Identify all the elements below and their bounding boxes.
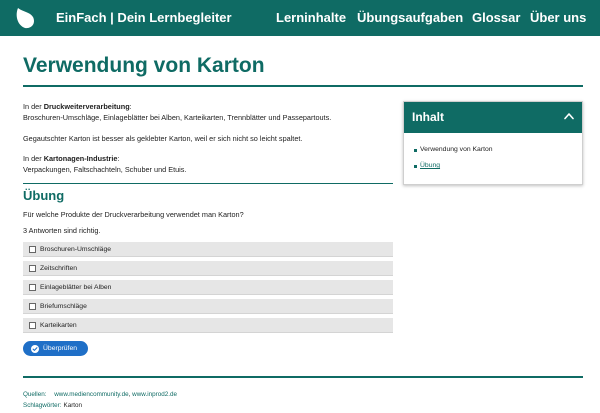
nav-uebungsaufgaben[interactable]: Übungsaufgaben <box>357 10 464 25</box>
toc-item-verwendung[interactable] <box>414 146 493 153</box>
answer-option-5[interactable] <box>23 318 393 333</box>
source-link-mediencommunity[interactable]: www.mediencommunity.de <box>54 391 129 398</box>
paragraph-suffix: : <box>129 102 132 111</box>
paragraph-prefix: In der <box>23 154 44 163</box>
answer-label: Karteikarten <box>40 321 77 329</box>
term-druckweiterverarbeitung: Druckweiterverarbeitung <box>43 102 130 111</box>
nav-ueber-uns[interactable]: Über uns <box>530 10 587 25</box>
exercise-hint: 3 Antworten sind richtig. <box>23 226 101 235</box>
top-navigation-bar <box>0 0 600 36</box>
paragraph-prefix: In der <box>23 102 44 111</box>
paragraph-kartonagen-industrie <box>23 153 186 175</box>
answer-checkbox[interactable] <box>29 265 36 272</box>
exercise-divider <box>23 183 393 184</box>
answer-checkbox[interactable] <box>29 246 36 253</box>
title-divider <box>23 85 583 87</box>
paragraph-druckweiterverarbeitung <box>23 101 331 123</box>
exercise-title: Übung <box>23 188 65 203</box>
toc-title: Inhalt <box>412 110 444 124</box>
answer-label: Einlageblätter bei Alben <box>40 283 112 291</box>
nav-lerninhalte[interactable]: Lerninhalte <box>276 10 347 25</box>
answer-label: Zeitschriften <box>40 264 78 272</box>
source-link-inprod2[interactable]: www.inprod2.de <box>132 391 177 398</box>
footer-keywords <box>23 402 82 409</box>
answer-checkbox[interactable] <box>29 284 36 291</box>
answer-label: Briefumschläge <box>40 302 87 310</box>
answer-option-2[interactable] <box>23 261 393 276</box>
answer-checkbox[interactable] <box>29 303 36 310</box>
table-of-contents <box>403 101 583 185</box>
sources-label: Quellen: <box>23 391 47 398</box>
term-kartonagen-industrie: Kartonagen-Industrie <box>43 154 118 163</box>
chevron-up-icon[interactable] <box>564 112 574 120</box>
paragraph-suffix: : <box>117 154 120 163</box>
check-answers-button[interactable] <box>23 341 88 356</box>
nav-glossar[interactable]: Glossar <box>472 10 521 25</box>
paragraph-line: Broschuren-Umschläge, Einlageblätter bei Alben, Karteikarten, Trennblätter und Passepartouts. <box>23 113 332 122</box>
answer-option-4[interactable] <box>23 299 393 314</box>
toc-item-label: Verwendung von Karton <box>420 146 493 153</box>
check-answers-label: Überprüfen <box>43 344 78 352</box>
keywords-label: Schlagwörter: <box>23 402 62 409</box>
page-title: Verwendung von Karton <box>23 54 265 77</box>
keywords-value: Karton <box>63 402 83 409</box>
leaf-logo-icon[interactable] <box>12 5 38 31</box>
toc-header[interactable] <box>404 102 582 133</box>
site-brand-title[interactable]: EinFach | Dein Lernbegleiter <box>56 10 232 25</box>
answer-option-3[interactable] <box>23 280 393 295</box>
paragraph-line: Verpackungen, Faltschachteln, Schuber und Etuis. <box>23 165 187 174</box>
toc-item-uebung[interactable] <box>414 162 440 169</box>
paragraph-gegautschter-karton: Gegautschter Karton ist besser als geklebter Karton, weil er sich nicht so leicht spaltet. <box>23 134 303 143</box>
answer-checkbox[interactable] <box>29 322 36 329</box>
footer-divider <box>23 376 583 378</box>
exercise-question: Für welche Produkte der Druckverarbeitung verwendet man Karton? <box>23 210 244 219</box>
check-circle-icon <box>31 345 39 353</box>
answer-option-1[interactable] <box>23 242 393 257</box>
toc-item-label: Übung <box>420 162 441 169</box>
footer-sources: Quellen: www.mediencommunity.de, www.inprod2.de <box>23 391 177 398</box>
answer-label: Broschuren-Umschläge <box>40 245 112 253</box>
